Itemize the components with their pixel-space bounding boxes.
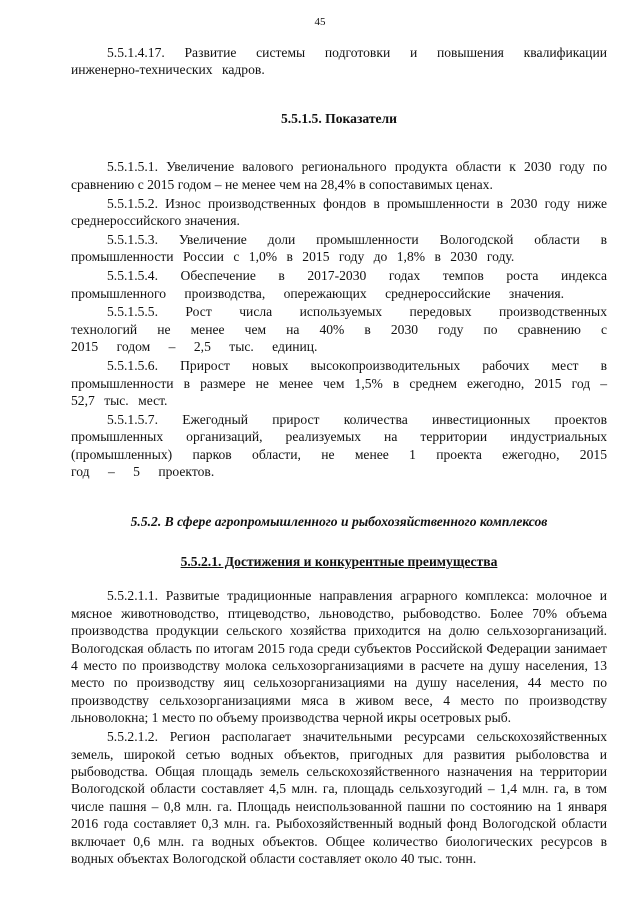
paragraph: 5.5.1.5.5. Рост числа используемых передовых производственных технологий не менее чем на 40% в 2030 году по сравнению с 2015 годом – 2,5 тыс. единиц. (71, 304, 607, 355)
page-number: 45 (314, 16, 326, 28)
paragraph: 5.5.2.1.2. Регион располагает значительными ресурсами сельскохозяйственных земель, широкой сетью водных объектов, пригодных для развития рыболовства и рыбоводства. Общая площадь земель сельскохозяйственного назначения на территории Вологодской области составляет 4,5 млн. га, площадь сельхозугодий – 1,4 млн. га, в том числе пашня – 0,8 млн. га. Площадь неиспользованной пашни по состоянию на 1 января 2016 года составляет 0,3 млн. га. Рыбохозяйственный водный фонд Вологодской области включает 0,6 млн. га водных объектов. Общее количество биологических ресурсов в водных объектах Вологодской области составляет около 40 тыс. тонн. (71, 729, 607, 866)
paragraph: 5.5.2.1.1. Развитые традиционные направления аграрного комплекса: молочное и мясное животноводство, птицеводство, льноводство, рыбоводство. Более 70% объема производства продукции сельского хозяйства приходится на долю сельхозорганизаций. Вологодская область по итогам 2015 года среди субъектов Российской Федерации занимает 4 место по производству молока сельхозорганизациями в расчете на душу населения, 13 место по производству яиц сельхозорганизациями на душу населения, 44 место по производству сельхозорганизациями мяса в живом весе, 4 место по производству льноволокна; 1 место по объему производства черной икры осетровых рыб. (71, 588, 607, 726)
section-heading: 5.5.1.5. Показатели (280, 110, 398, 126)
paragraph: 5.5.1.5.2. Износ производственных фондов в промышленности в 2030 году ниже среднероссийского значения. (71, 195, 607, 228)
paragraph: 5.5.1.5.1. Увеличение валового регионального продукта области к 2030 году по сравнению с 2015 годом – не менее чем на 28,4% в сопоставимых ценах. (71, 159, 607, 192)
paragraph: 5.5.1.5.7. Ежегодный прирост количества инвестиционных проектов промышленных организаций, реализуемых на территории индустриальных (промышленных) парков области, не менее 1 проекта ежегодно, 2015 год – 5 проектов. (71, 411, 607, 480)
paragraph: 5.5.1.5.6. Прирост новых высокопроизводительных рабочих мест в промышленности в размере не менее чем 1,5% в среднем ежегодно, 2015 год – 52,7 тыс. мест. (71, 358, 607, 408)
paragraph: 5.5.1.5.4. Обеспечение в 2017-2030 годах темпов роста индекса промышленного производства, опережающих среднероссийские значения. (71, 268, 607, 301)
paragraph: 5.5.1.5.3. Увеличение доли промышленности Вологодской области в промышленности России с 1,0% в 2015 году до 1,8% в 2030 году. (71, 231, 607, 265)
document-body (71, 44, 607, 867)
paragraph: 5.5.1.4.17. Развитие системы подготовки и повышения квалификации инженерно-технических кадров. (71, 45, 607, 78)
section-heading: 5.5.2.1. Достижения и конкурентные преимущества (180, 553, 498, 569)
section-heading: 5.5.2. В сфере агропромышленного и рыбохозяйственного комплексов (130, 513, 548, 529)
